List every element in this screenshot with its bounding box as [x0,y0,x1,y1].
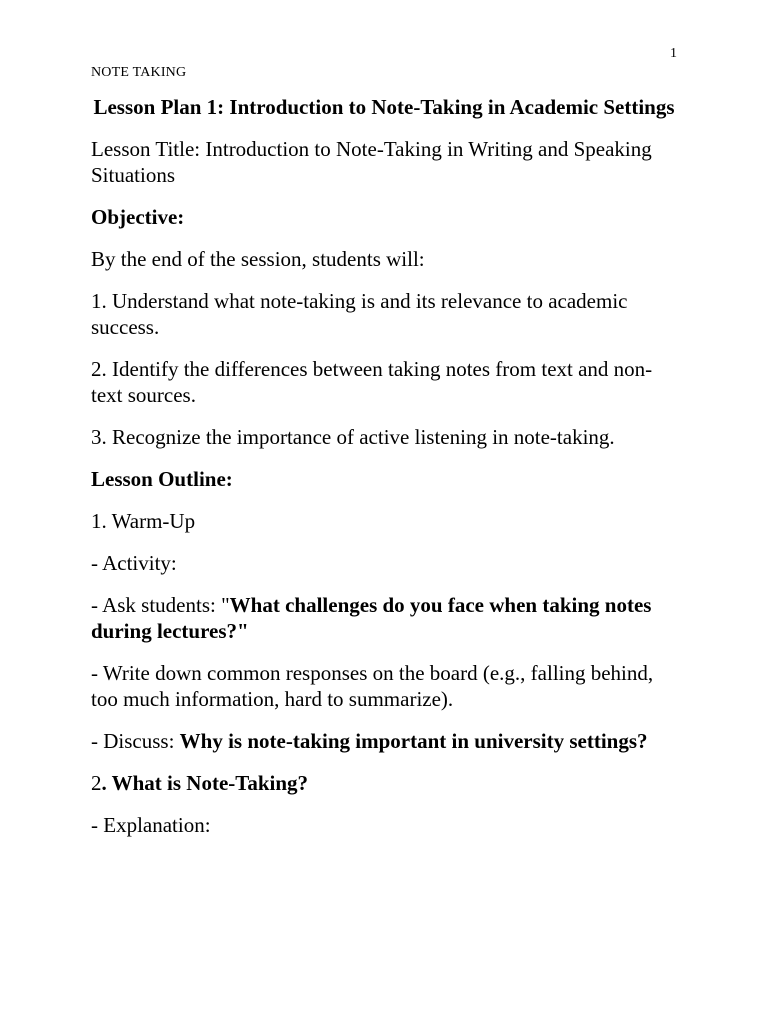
section-2-title: . What is Note-Taking? [101,771,309,795]
running-head: NOTE TAKING [91,65,187,80]
warmup-ask [91,592,677,644]
objective-item-1: 1. Understand what note-taking is and its relevance to academic success. [91,289,628,339]
section-2-explanation: - Explanation: [91,813,211,837]
page-number: 1 [670,46,677,61]
warmup-title: 1. Warm-Up [91,509,196,533]
section-2-heading [91,770,677,796]
lesson-title: Lesson Title: Introduction to Note-Taking in Writing and Speaking Situations [91,137,652,187]
objective-item-2: 2. Identify the differences between taking notes from text and non-text sources. [91,357,653,407]
warmup-write-down: - Write down common responses on the board (e.g., falling behind, too much information, hard to summarize). [91,661,654,711]
warmup-discuss [91,728,677,754]
warmup-ask-prefix: - Ask students: " [91,593,230,617]
warmup-activity: - Activity: [91,551,177,575]
document-body [91,94,677,854]
outline-heading: Lesson Outline: [91,467,233,491]
objective-intro: By the end of the session, students will: [91,247,425,271]
document-title: Lesson Plan 1: Introduction to Note-Taking in Academic Settings [93,95,675,119]
warmup-ask-question: What challenges do you face when taking notes during lectures?" [91,593,652,643]
section-2-number: 2 [91,771,102,795]
warmup-discuss-question: Why is note-taking important in university settings? [179,729,648,753]
objective-item-3: 3. Recognize the importance of active listening in note-taking. [91,425,615,449]
objective-heading: Objective: [91,205,185,229]
warmup-discuss-prefix: - Discuss: [91,729,180,753]
